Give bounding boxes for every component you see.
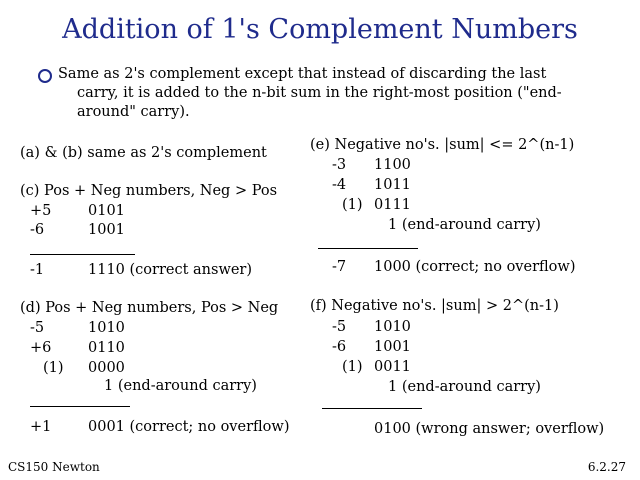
section-f-result-value: 0100 (wrong answer; overflow): [374, 421, 605, 437]
section-c-row-label: +5: [30, 203, 52, 219]
sum-rule-line: [322, 408, 422, 409]
section-ab-heading: (a) & (b) same as 2's complement: [20, 145, 267, 161]
sum-rule-line: [30, 406, 130, 407]
circle-bullet-icon: [38, 69, 52, 83]
section-f-row-value: 1001: [374, 339, 411, 355]
section-e-carry: 1 (end-around carry): [388, 217, 541, 233]
section-d-row-value: 1010: [88, 320, 125, 336]
section-d-heading: (d) Pos + Neg numbers, Pos > Neg: [20, 300, 279, 316]
bullet-line-3: around" carry).: [77, 104, 190, 120]
section-f-carry: 1 (end-around carry): [388, 379, 541, 395]
bullet-line-2: carry, it is added to the n-bit sum in the right-most position ("end-: [77, 85, 562, 101]
section-f-row-label: -5: [332, 319, 347, 335]
section-f-row-label: -6: [332, 339, 347, 355]
section-f-row-value: 0011: [374, 359, 411, 375]
section-c-row-value: 0101: [88, 203, 125, 219]
sum-rule-line: [30, 254, 135, 255]
section-e-row-label: -4: [332, 177, 347, 193]
section-d-result-label: +1: [30, 419, 52, 435]
section-f-heading: (f) Negative no's. |sum| > 2^(n-1): [310, 298, 559, 314]
section-e-row-value: 0111: [374, 197, 411, 213]
section-e-result-label: -7: [332, 259, 347, 275]
section-c-row-label: -6: [30, 222, 45, 238]
section-e-row-value: 1011: [374, 177, 411, 193]
section-e-heading: (e) Negative no's. |sum| <= 2^(n-1): [310, 137, 575, 153]
section-d-result-value: 0001 (correct; no overflow): [88, 419, 290, 435]
section-e-result-value: 1000 (correct; no overflow): [374, 259, 576, 275]
section-d-row-label: -5: [30, 320, 45, 336]
section-d-carry: 1 (end-around carry): [104, 378, 257, 394]
section-e-row-value: 1100: [374, 157, 411, 173]
section-c-result-value: 1110 (correct answer): [88, 262, 253, 278]
footer-slide-number: 6.2.27: [587, 460, 626, 474]
section-d-row-value: 0110: [88, 340, 125, 356]
slide-title: Addition of 1's Complement Numbers: [62, 14, 578, 45]
section-e-row-label: -3: [332, 157, 347, 173]
section-c-heading: (c) Pos + Neg numbers, Neg > Pos: [20, 183, 278, 199]
section-f-row-label: (1): [342, 359, 363, 375]
section-c-row-value: 1001: [88, 222, 125, 238]
section-e-row-label: (1): [342, 197, 363, 213]
section-d-row-label: (1): [43, 360, 64, 376]
section-f-row-value: 1010: [374, 319, 411, 335]
sum-rule-line: [318, 248, 418, 249]
section-d-row-label: +6: [30, 340, 52, 356]
bullet-line-1: Same as 2's complement except that instead of discarding the last: [58, 66, 547, 82]
section-c-result-label: -1: [30, 262, 45, 278]
section-d-row-value: 0000: [88, 360, 125, 376]
footer-course: CS150 Newton: [8, 460, 100, 474]
